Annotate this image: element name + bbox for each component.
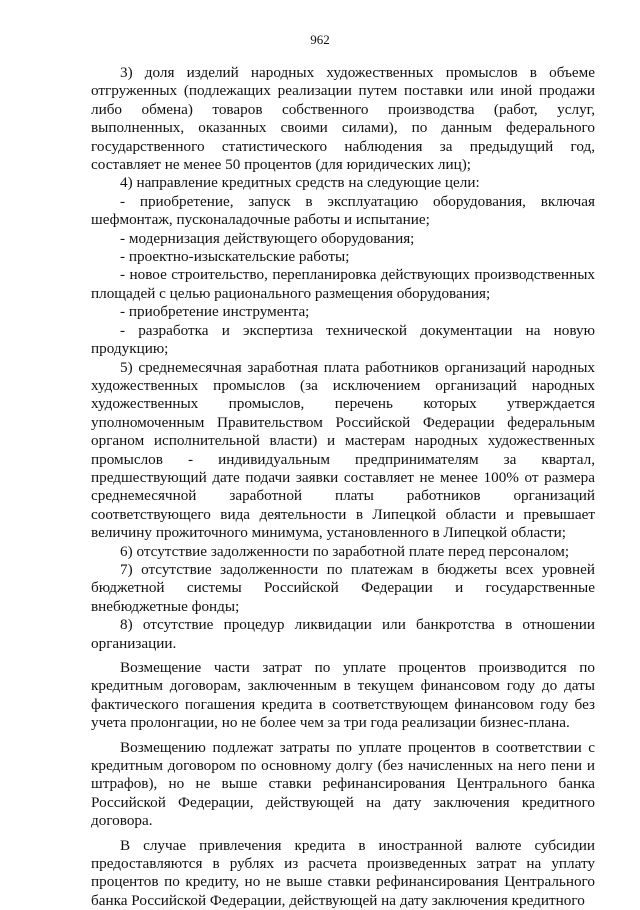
paragraph-criterion-6: 6) отсутствие задолженности по заработной плате перед персоналом; (120, 542, 570, 560)
paragraph-criterion-3: 3) доля изделий народных художественных промыслов в объеме отгруженных (подлежащих реализации путем поставки или иной продажи либо обмена) товаров собственного производства (работ, услуг, выполненных, оказанных своими силами), по данным федерального государственного статистического наблюдения за предыдущий год, составляет не менее 50 процентов (для юридических лиц); (91, 64, 595, 174)
list-item-documentation: - разработка и экспертиза технической документации на новую продукцию; (91, 321, 595, 358)
paragraph-foreign-currency: В случае привлечения кредита в иностранной валюте субсидии предоставляются в рублях из расчета произведенных затрат на уплату процентов по кредиту, но не выше ставки рефинансирования Центрального банка Российской Федерации, действующей на дату заключения кредитного (91, 836, 595, 909)
paragraph-reimbursement-period: Возмещение части затрат по уплате процентов производится по кредитным договорам, заключенным в текущем финансовом году до даты фактического погашения кредита в соответствующем финансовом году без учета пролонгации, но не более чем за три года реализации бизнес-плана. (91, 659, 595, 732)
list-item-tools: - приобретение инструмента; (120, 303, 310, 321)
list-item-equipment-purchase: - приобретение, запуск в эксплуатацию оборудования, включая шефмонтаж, пусконаладочные работы и испытание; (91, 192, 595, 229)
document-body (91, 64, 595, 910)
paragraph-criterion-5: 5) среднемесячная заработная плата работников организаций народных художественных промыслов (за исключением организаций народных художественных промыслов, перечень которых утверждается уполномоченным Правительством Российской Федерации федеральным органом исполнительной власти) и мастерам народных художественных промыслов - индивидуальным предпринимателям за квартал, предшествующий дате подачи заявки составляет не менее 100% от размера среднемесячной заработной платы работников организаций соответствующего вида деятельности в Липецкой области и превышает величину прожиточного минимума, установленного в Липецкой области; (91, 358, 595, 542)
paragraph-criterion-7: 7) отсутствие задолженности по платежам в бюджеты всех уровней бюджетной системы Российской Федерации и государственные внебюджетные фонды; (91, 560, 595, 615)
page-number: 962 (310, 32, 330, 47)
paragraph-criterion-4: 4) направление кредитных средств на следующие цели: (120, 174, 480, 192)
paragraph-reimbursable-costs: Возмещению подлежат затраты по уплате процентов в соответствии с кредитным договором по основному долгу (без начисленных на него пени и штрафов), но не выше ставки рефинансирования Центрального банка Российской Федерации, действующей на дату заключения кредитного договора. (91, 738, 595, 830)
list-item-design-survey: - проектно-изыскательские работы; (120, 248, 350, 266)
list-item-construction: - новое строительство, перепланировка действующих производственных площадей с целью рационального размещения оборудования; (91, 266, 595, 302)
paragraph-criterion-8: 8) отсутствие процедур ликвидации или банкротства в отношении организации. (91, 616, 595, 652)
list-item-modernization: - модернизация действующего оборудования; (120, 229, 415, 247)
